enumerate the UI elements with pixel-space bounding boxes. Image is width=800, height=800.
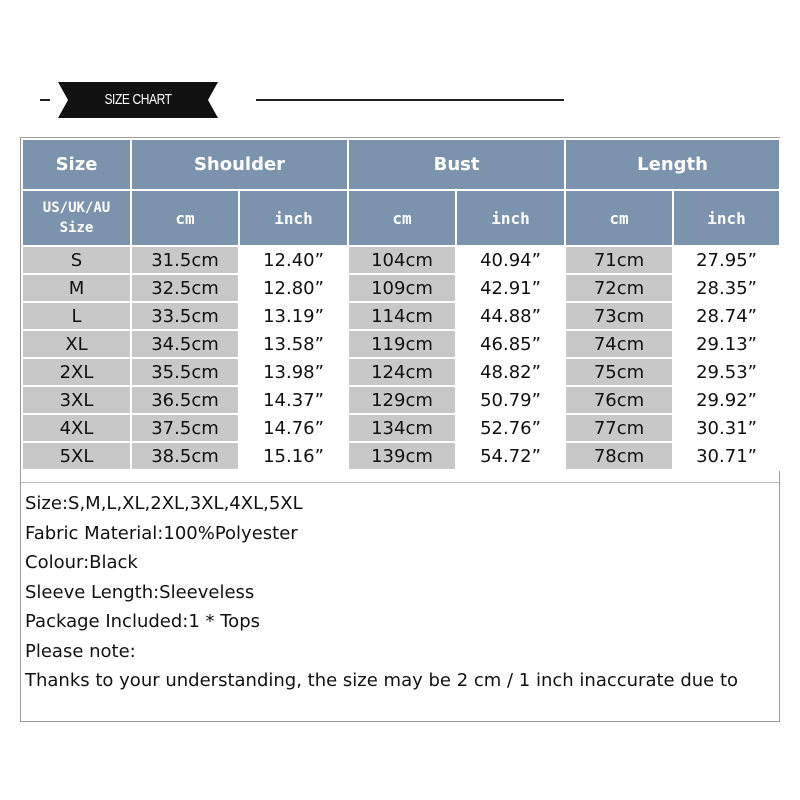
- cell-length-cm: 72cm: [565, 274, 673, 302]
- size-table: [21, 138, 781, 471]
- note-line: Size:S,M,L,XL,2XL,3XL,4XL,5XL: [25, 493, 303, 514]
- cell-shoulder-in: 14.37”: [239, 386, 348, 414]
- table-row: [22, 386, 780, 414]
- ribbon-notch-left: [58, 82, 68, 118]
- cell-length-cm: 73cm: [565, 302, 673, 330]
- ribbon-notch-right: [208, 82, 218, 118]
- cell-bust-in: 48.82”: [456, 358, 565, 386]
- cell-bust-in: 52.76”: [456, 414, 565, 442]
- length-inch-header: inch: [673, 190, 780, 246]
- cell-size: XL: [22, 330, 131, 358]
- table-row: [22, 330, 780, 358]
- note-line: Colour:Black: [25, 552, 138, 573]
- length-header: Length: [565, 139, 780, 190]
- bust-cm-header: cm: [348, 190, 456, 246]
- cell-bust-in: 40.94”: [456, 246, 565, 274]
- cell-bust-in: 54.72”: [456, 442, 565, 470]
- cell-bust-cm: 124cm: [348, 358, 456, 386]
- cell-length-cm: 77cm: [565, 414, 673, 442]
- shoulder-inch-header: inch: [239, 190, 348, 246]
- table-notes-divider: [21, 482, 779, 483]
- cell-length-cm: 74cm: [565, 330, 673, 358]
- header-rule: [256, 99, 564, 101]
- cell-bust-in: 50.79”: [456, 386, 565, 414]
- cell-bust-cm: 134cm: [348, 414, 456, 442]
- cell-size: 3XL: [22, 386, 131, 414]
- cell-bust-in: 42.91”: [456, 274, 565, 302]
- size-rows: [22, 246, 780, 470]
- cell-size: 5XL: [22, 442, 131, 470]
- cell-size: 4XL: [22, 414, 131, 442]
- shoulder-header: Shoulder: [131, 139, 348, 190]
- cell-shoulder-cm: 35.5cm: [131, 358, 239, 386]
- cell-length-cm: 71cm: [565, 246, 673, 274]
- cell-length-in: 28.35”: [673, 274, 780, 302]
- bust-header: Bust: [348, 139, 565, 190]
- cell-size: L: [22, 302, 131, 330]
- cell-shoulder-cm: 31.5cm: [131, 246, 239, 274]
- note-line: Package Included:1 * Tops: [25, 611, 260, 632]
- cell-shoulder-cm: 32.5cm: [131, 274, 239, 302]
- product-notes: [25, 489, 775, 696]
- region-size-header: [22, 190, 131, 246]
- cell-shoulder-cm: 36.5cm: [131, 386, 239, 414]
- table-row: [22, 442, 780, 470]
- cell-size: 2XL: [22, 358, 131, 386]
- cell-length-cm: 76cm: [565, 386, 673, 414]
- cell-bust-in: 46.85”: [456, 330, 565, 358]
- cell-shoulder-in: 13.98”: [239, 358, 348, 386]
- table-row: [22, 358, 780, 386]
- cell-length-in: 28.74”: [673, 302, 780, 330]
- cell-bust-cm: 119cm: [348, 330, 456, 358]
- table-row: [22, 414, 780, 442]
- cell-bust-cm: 114cm: [348, 302, 456, 330]
- cell-length-in: 29.92”: [673, 386, 780, 414]
- cell-bust-cm: 129cm: [348, 386, 456, 414]
- table-row: [22, 246, 780, 274]
- bust-inch-header: inch: [456, 190, 565, 246]
- cell-shoulder-cm: 33.5cm: [131, 302, 239, 330]
- cell-shoulder-cm: 34.5cm: [131, 330, 239, 358]
- cell-bust-cm: 139cm: [348, 442, 456, 470]
- cell-size: S: [22, 246, 131, 274]
- cell-shoulder-in: 12.80”: [239, 274, 348, 302]
- size-column-header: Size: [22, 139, 131, 190]
- cell-bust-cm: 109cm: [348, 274, 456, 302]
- cell-shoulder-in: 12.40”: [239, 246, 348, 274]
- cell-length-in: 30.71”: [673, 442, 780, 470]
- cell-shoulder-in: 13.58”: [239, 330, 348, 358]
- region-label: US/UK/AU: [42, 200, 111, 216]
- cell-shoulder-in: 14.76”: [239, 414, 348, 442]
- cell-length-cm: 75cm: [565, 358, 673, 386]
- cell-length-in: 29.13”: [673, 330, 780, 358]
- note-line: Please note:: [25, 640, 136, 662]
- cell-size: M: [22, 274, 131, 302]
- cell-shoulder-cm: 37.5cm: [131, 414, 239, 442]
- table-row: [22, 274, 780, 302]
- note-line: Fabric Material:100%Polyester: [25, 522, 298, 544]
- cell-bust-in: 44.88”: [456, 302, 565, 330]
- length-cm-header: cm: [565, 190, 673, 246]
- cell-length-in: 30.31”: [673, 414, 780, 442]
- table-unit-row: [22, 190, 780, 246]
- table-row: [22, 302, 780, 330]
- size-chart-header: [0, 78, 800, 122]
- size-chart-title: SIZE CHART: [104, 91, 172, 108]
- table-header-row: [22, 139, 780, 190]
- cell-bust-cm: 104cm: [348, 246, 456, 274]
- cell-length-in: 27.95”: [673, 246, 780, 274]
- note-line: Thanks to your understanding, the size may be 2 cm / 1 inch inaccurate due to: [25, 670, 739, 691]
- cell-shoulder-cm: 38.5cm: [131, 442, 239, 470]
- title-ribbon: [58, 82, 218, 118]
- cell-length-in: 29.53”: [673, 358, 780, 386]
- region-size-label: Size: [59, 220, 94, 236]
- cell-shoulder-in: 13.19”: [239, 302, 348, 330]
- cell-length-cm: 78cm: [565, 442, 673, 470]
- cell-shoulder-in: 15.16”: [239, 442, 348, 470]
- header-dash-left: [40, 99, 50, 101]
- note-line: Sleeve Length:Sleeveless: [25, 581, 255, 603]
- shoulder-cm-header: cm: [131, 190, 239, 246]
